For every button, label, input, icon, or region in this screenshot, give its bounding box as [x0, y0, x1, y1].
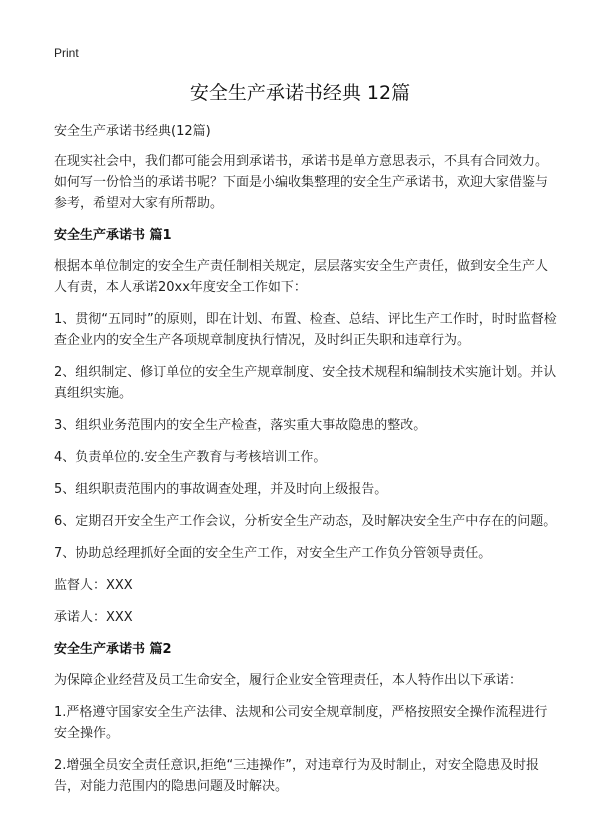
section1-intro: 根据本单位制定的安全生产责任制相关规定，层层落实安全生产责任，做到安全生产人人有责，本人承诺20xx年度安全工作如下：	[54, 259, 549, 295]
document-title: 安全生产承诺书经典 12篇	[189, 82, 411, 104]
section1-item-2: 2、组织制定、修订单位的安全生产规章制度、安全技术规程和编制技术实施计划。并认真组织实施。	[54, 365, 557, 401]
document-subtitle: 安全生产承诺书经典(12篇)	[54, 124, 211, 139]
section1-item-5: 5、组织职责范围内的事故调查处理，并及时向上级报告。	[54, 482, 388, 497]
section2-item-2: 2.增强全员安全责任意识,拒绝“三违操作”，对违章行为及时制止，对安全隐患及时报告，对能力范围内的隐患问题及时解决。	[54, 758, 540, 794]
section2-intro: 为保障企业经营及员工生命安全，履行企业安全管理责任，本人特作出以下承诺：	[54, 673, 523, 688]
section1-item-3: 3、组织业务范围内的安全生产检查，落实重大事故隐患的整改。	[54, 418, 427, 433]
section1-item-1: 1、贯彻“五同时”的原则，即在计划、布置、检查、总结、评比生产工作时，时时监督检查企业内的安全生产各项规章制度执行情况，及时纠正失职和违章行为。	[54, 312, 557, 348]
print-label: Print	[54, 46, 79, 60]
section-heading-2: 安全生产承诺书 篇2	[54, 642, 172, 657]
section1-item-6: 6、定期召开安全生产工作会议，分析安全生产动态，及时解决安全生产中存在的问题。	[54, 514, 557, 529]
intro-paragraph: 在现实社会中，我们都可能会用到承诺书，承诺书是单方意思表示，不具有合同效力。如何写一份恰当的承诺书呢？下面是小编收集整理的安全生产承诺书，欢迎大家借鉴与参考，希望对大家有所帮助。	[54, 154, 549, 211]
section1-item-7: 7、协助总经理抓好全面的安全生产工作，对安全生产工作负分管领导责任。	[54, 546, 492, 561]
section-heading-1: 安全生产承诺书 篇1	[54, 228, 172, 243]
section1-item-4: 4、负责单位的.安全生产教育与考核培训工作。	[54, 450, 327, 465]
document-body	[54, 121, 560, 808]
section2-item-1: 1.严格遵守国家安全生产法律、法规和公司安全规章制度，严格按照安全操作流程进行安全操作。	[54, 705, 548, 741]
supervisor-line: 监督人：XXX	[54, 578, 133, 593]
promisor-line: 承诺人：XXX	[54, 610, 133, 625]
